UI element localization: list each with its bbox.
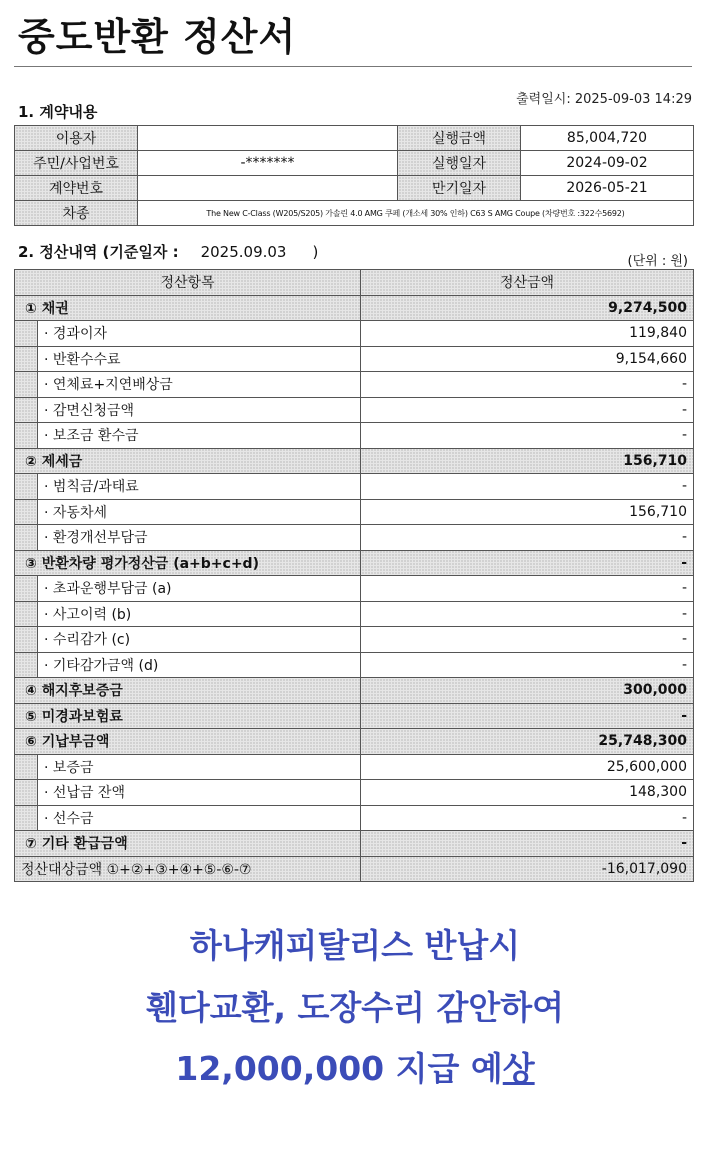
indent-cell: [15, 499, 38, 525]
section1-heading: 1. 계약내용: [18, 103, 98, 121]
indent-cell: [15, 652, 38, 678]
total-row: [15, 856, 694, 882]
item-label: · 보조금 환수금: [38, 423, 361, 449]
item-amount: -: [361, 423, 694, 449]
item-amount: 25,600,000: [361, 754, 694, 780]
contract-value: 2024-09-02: [521, 151, 694, 176]
item-label: · 선수금: [38, 805, 361, 831]
indent-cell: [15, 805, 38, 831]
contract-row: [15, 151, 694, 176]
item-amount: -: [361, 474, 694, 500]
contract-label: 실행금액: [398, 126, 521, 151]
settlement-table: [14, 269, 694, 882]
item-row: [15, 372, 694, 398]
note-line-1: 하나캐피탈리스 반납시: [189, 926, 521, 965]
section2-title: 2. 정산내역 (기준일자 :: [18, 243, 179, 261]
base-date: 2025.09.03: [200, 243, 287, 261]
item-label: · 초과운행부담금 (a): [38, 576, 361, 602]
item-label: · 수리감가 (c): [38, 627, 361, 653]
contract-label: 실행일자: [398, 151, 521, 176]
item-label: · 자동차세: [38, 499, 361, 525]
item-amount: -: [361, 652, 694, 678]
group-amount: 300,000: [361, 678, 694, 704]
group-row: [15, 831, 694, 857]
contract-row: [15, 126, 694, 151]
item-row: [15, 474, 694, 500]
item-amount: -: [361, 397, 694, 423]
document-title: 중도반환 정산서: [18, 15, 297, 59]
contract-label: 만기일자: [398, 176, 521, 201]
contract-value: [138, 176, 398, 201]
group-row: [15, 729, 694, 755]
item-amount: -: [361, 372, 694, 398]
item-amount: 9,154,660: [361, 346, 694, 372]
group-label: ① 채권: [15, 295, 361, 321]
title-divider: [14, 66, 692, 67]
item-label: · 반환수수료: [38, 346, 361, 372]
item-label: · 범칙금/과태료: [38, 474, 361, 500]
heading-close: ): [312, 243, 319, 261]
item-amount: -: [361, 601, 694, 627]
unit-label: (단위 : 원): [627, 254, 688, 269]
indent-cell: [15, 627, 38, 653]
group-label: ⑤ 미경과보험료: [15, 703, 361, 729]
item-row: [15, 346, 694, 372]
item-amount: 156,710: [361, 499, 694, 525]
contract-row: [15, 176, 694, 201]
contract-row: [15, 201, 694, 226]
note-line-3: [0, 1043, 710, 1090]
item-row: [15, 321, 694, 347]
section2-heading: [18, 241, 318, 262]
item-row: [15, 499, 694, 525]
group-row: [15, 295, 694, 321]
group-amount: 9,274,500: [361, 295, 694, 321]
car-label: 차종: [15, 201, 138, 226]
contract-value: 2026-05-21: [521, 176, 694, 201]
indent-cell: [15, 346, 38, 372]
note-line-3-underlined: 상: [502, 1049, 535, 1088]
item-row: [15, 780, 694, 806]
settlement-header-row: [15, 270, 694, 296]
item-label: · 기타감가금액 (d): [38, 652, 361, 678]
group-amount: -: [361, 550, 694, 576]
total-amount: -16,017,090: [361, 856, 694, 882]
item-row: [15, 576, 694, 602]
contract-value: [138, 126, 398, 151]
group-label: ② 제세금: [15, 448, 361, 474]
group-amount: 25,748,300: [361, 729, 694, 755]
item-label: · 보증금: [38, 754, 361, 780]
item-label: · 감면신청금액: [38, 397, 361, 423]
item-label: · 환경개선부담금: [38, 525, 361, 551]
item-row: [15, 423, 694, 449]
contract-label: 주민/사업번호: [15, 151, 138, 176]
item-row: [15, 805, 694, 831]
group-amount: -: [361, 703, 694, 729]
item-row: [15, 627, 694, 653]
item-row: [15, 754, 694, 780]
group-label: ⑥ 기납부금액: [15, 729, 361, 755]
indent-cell: [15, 780, 38, 806]
indent-cell: [15, 321, 38, 347]
indent-cell: [15, 754, 38, 780]
group-label: ④ 해지후보증금: [15, 678, 361, 704]
indent-cell: [15, 372, 38, 398]
item-amount: 148,300: [361, 780, 694, 806]
indent-cell: [15, 525, 38, 551]
group-row: [15, 678, 694, 704]
indent-cell: [15, 576, 38, 602]
column-header-amount: 정산금액: [361, 270, 694, 296]
note-line-2: 휀다교환, 도장수리 감안하여: [145, 988, 565, 1027]
contract-label: 이용자: [15, 126, 138, 151]
group-amount: 156,710: [361, 448, 694, 474]
note-line-3-main: 12,000,000 지급 예: [175, 1049, 503, 1088]
group-row: [15, 448, 694, 474]
group-amount: -: [361, 831, 694, 857]
column-header-item: 정산항목: [15, 270, 361, 296]
group-row: [15, 703, 694, 729]
indent-cell: [15, 423, 38, 449]
printed-timestamp: 출력일시: 2025-09-03 14:29: [516, 92, 692, 107]
item-amount: -: [361, 627, 694, 653]
indent-cell: [15, 474, 38, 500]
item-row: [15, 397, 694, 423]
group-label: ③ 반환차량 평가정산금 (a+b+c+d): [15, 550, 361, 576]
contract-table: [14, 125, 694, 226]
item-amount: 119,840: [361, 321, 694, 347]
contract-value: -*******: [138, 151, 398, 176]
item-amount: -: [361, 525, 694, 551]
car-value: The New C-Class (W205/S205) 가솔린 4.0 AMG 쿠페 (개소세 30% 인하) C63 S AMG Coupe (차량번호 :322수5692): [138, 201, 694, 226]
total-label: 정산대상금액 ①+②+③+④+⑤-⑥-⑦: [15, 856, 361, 882]
indent-cell: [15, 601, 38, 627]
indent-cell: [15, 397, 38, 423]
item-label: · 연체료+지연배상금: [38, 372, 361, 398]
item-row: [15, 525, 694, 551]
item-label: · 선납금 잔액: [38, 780, 361, 806]
contract-value: 85,004,720: [521, 126, 694, 151]
contract-label: 계약번호: [15, 176, 138, 201]
item-amount: -: [361, 805, 694, 831]
group-row: [15, 550, 694, 576]
item-label: · 사고이력 (b): [38, 601, 361, 627]
group-label: ⑦ 기타 환급금액: [15, 831, 361, 857]
item-label: · 경과이자: [38, 321, 361, 347]
item-row: [15, 601, 694, 627]
item-row: [15, 652, 694, 678]
item-amount: -: [361, 576, 694, 602]
